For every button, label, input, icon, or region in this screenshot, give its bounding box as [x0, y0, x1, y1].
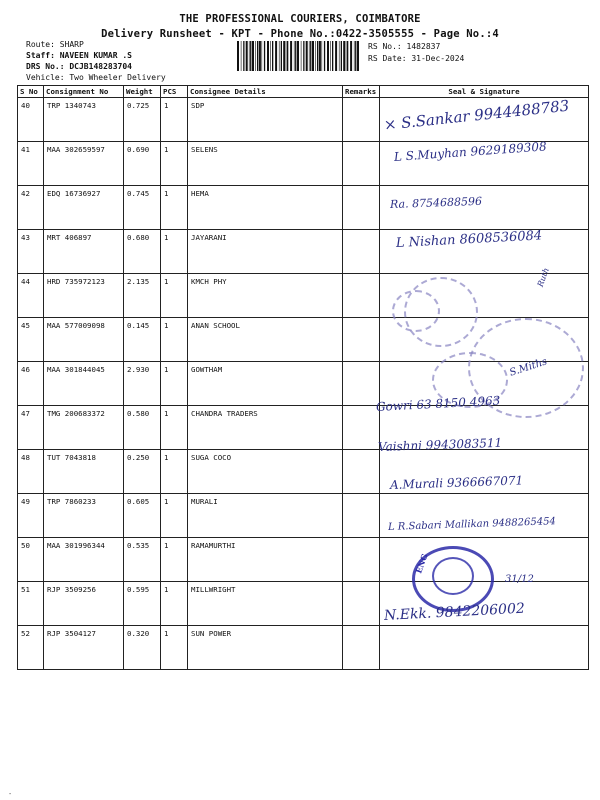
cell-consignment: TRP 7860233 — [44, 494, 124, 538]
barcode-bar — [294, 41, 295, 71]
barcode-bar — [250, 41, 251, 71]
cell-consignee: GOWTHAM — [188, 362, 343, 406]
cell-remarks — [343, 142, 380, 186]
rs-date-line — [368, 54, 464, 63]
staff-line — [26, 51, 132, 60]
barcode-bar — [327, 41, 329, 71]
header-consignment: Consignment No — [44, 86, 124, 98]
barcode-bar — [252, 41, 254, 71]
cell-remarks — [343, 318, 380, 362]
barcode-bar — [275, 41, 277, 71]
vehicle-label: Vehicle: — [26, 73, 65, 82]
cell-remarks — [343, 186, 380, 230]
barcode-bar — [241, 41, 242, 71]
cell-weight: 0.320 — [124, 626, 161, 670]
barcode-bar — [343, 41, 345, 71]
cell-pcs: 1 — [161, 230, 188, 274]
cell-remarks — [343, 362, 380, 406]
cell-sno: 52 — [18, 626, 44, 670]
cell-consignee: CHANDRA TRADERS — [188, 406, 343, 450]
barcode-bar — [243, 41, 244, 71]
cell-remarks — [343, 538, 380, 582]
barcode-bar — [324, 41, 325, 71]
cell-sno: 47 — [18, 406, 44, 450]
header-seal-signature: Seal & Signature — [380, 86, 589, 98]
signature-row-41: L S.Muyhan 9629189308 — [393, 139, 548, 164]
vehicle-line — [26, 73, 166, 82]
barcode-bar — [341, 41, 342, 71]
route-line — [26, 40, 84, 49]
vehicle-value: Two Wheeler Delivery — [69, 73, 166, 82]
cell-weight: 0.580 — [124, 406, 161, 450]
seal-label: ENG — [413, 552, 430, 575]
cell-pcs: 1 — [161, 538, 188, 582]
barcode-bar — [249, 41, 250, 71]
drs-value: DCJB148283704 — [69, 62, 132, 71]
barcode-bar — [347, 41, 348, 71]
cell-weight: 0.595 — [124, 582, 161, 626]
barcode-bar — [262, 41, 263, 71]
cell-pcs: 1 — [161, 362, 188, 406]
runsheet-subtitle: Delivery Runsheet - KPT - Phone No.:0422-3505555 - Page No.:4 — [101, 28, 499, 40]
cell-consignee: MURALI — [188, 494, 343, 538]
barcode-bar — [335, 41, 337, 71]
barcode-bar — [272, 41, 273, 71]
cell-consignee: KMCH PHY — [188, 274, 343, 318]
cell-consignment: MRT 406897 — [44, 230, 124, 274]
barcode-bar — [357, 41, 359, 71]
rs-no-label: RS No.: — [368, 42, 402, 51]
signature-row-48: Vaishni 9943083511 — [377, 435, 503, 454]
signature-row-42: Ra. 8754688596 — [389, 194, 483, 211]
cell-consignment: EDQ 16736927 — [44, 186, 124, 230]
barcode-bar — [312, 41, 314, 71]
barcode-bar — [246, 41, 248, 71]
barcode-bar — [354, 41, 355, 71]
barcode-bar — [306, 41, 308, 71]
cell-sno: 46 — [18, 362, 44, 406]
cell-consignment: MAA 301996344 — [44, 538, 124, 582]
barcode-bar — [290, 41, 292, 71]
signature-row-49: A.Murali 9366667071 — [389, 473, 524, 492]
cell-consignee: HEMA — [188, 186, 343, 230]
cell-pcs: 1 — [161, 318, 188, 362]
cell-remarks — [343, 494, 380, 538]
cell-consignee: SDP — [188, 98, 343, 142]
barcode-bar — [319, 41, 321, 71]
cell-weight: 2.930 — [124, 362, 161, 406]
staff-value: NAVEEN KUMAR .S — [59, 51, 132, 60]
cell-consignee: MILLWRIGHT — [188, 582, 343, 626]
cell-sno: 44 — [18, 274, 44, 318]
route-value: SHARP — [59, 40, 84, 49]
cell-weight: 0.145 — [124, 318, 161, 362]
cell-pcs: 1 — [161, 98, 188, 142]
cell-sno: 43 — [18, 230, 44, 274]
barcode-bar — [270, 41, 271, 71]
barcode-image — [237, 41, 359, 71]
cell-sno: 50 — [18, 538, 44, 582]
table-row — [18, 626, 589, 670]
cell-sno: 51 — [18, 582, 44, 626]
signature-row-44: Ruth — [535, 266, 551, 289]
cell-weight: 0.250 — [124, 450, 161, 494]
rs-date-value: 31-Dec-2024 — [411, 54, 465, 63]
cell-consignment: RJP 3504127 — [44, 626, 124, 670]
barcode-bar — [309, 41, 310, 71]
rs-no-value: 1482837 — [406, 42, 441, 51]
barcode-bar — [355, 41, 356, 71]
cell-consignment: TMG 200683372 — [44, 406, 124, 450]
cell-consignee: SUGA COCO — [188, 450, 343, 494]
barcode-bar — [286, 41, 287, 71]
cell-weight: 0.680 — [124, 230, 161, 274]
signature-row-40: × S.Sankar 9944488783 — [383, 96, 571, 134]
cell-weight: 0.725 — [124, 98, 161, 142]
table-row — [18, 538, 589, 582]
table-row — [18, 274, 589, 318]
signature-row-50: L R.Sabari Mallikan 9488265454 — [387, 516, 557, 533]
cell-weight: 0.605 — [124, 494, 161, 538]
barcode-bar — [322, 41, 323, 71]
cell-consignee: SUN POWER — [188, 626, 343, 670]
signature-row-43: L Nishan 8608536084 — [395, 228, 543, 251]
corner-mark: - — [8, 790, 13, 798]
cell-pcs: 1 — [161, 494, 188, 538]
cell-weight: 0.690 — [124, 142, 161, 186]
barcode-bar — [301, 41, 302, 71]
header-pcs: PCS — [161, 86, 188, 98]
cell-weight: 0.745 — [124, 186, 161, 230]
cell-remarks — [343, 230, 380, 274]
barcode-bar — [315, 41, 316, 71]
cell-pcs: 1 — [161, 274, 188, 318]
drs-line — [26, 62, 132, 71]
cell-weight: 0.535 — [124, 538, 161, 582]
barcode-bar — [257, 41, 258, 71]
header-consignee: Consignee Details — [188, 86, 343, 98]
rs-no-line — [368, 42, 440, 51]
barcode-bar — [287, 41, 288, 71]
signature-row-47: Gowri 63 8150 4963 — [375, 393, 501, 414]
barcode-bar — [295, 41, 296, 71]
header-weight: Weight — [124, 86, 161, 98]
table-row — [18, 494, 589, 538]
cell-seal — [380, 626, 589, 670]
barcode-bar — [283, 41, 285, 71]
barcode-bar — [303, 41, 304, 71]
barcode-bar — [339, 41, 340, 71]
staff-label: Staff: — [26, 51, 55, 60]
barcode-bar — [237, 41, 239, 71]
cell-remarks — [343, 450, 380, 494]
cell-pcs: 1 — [161, 450, 188, 494]
barcode-bar — [267, 41, 269, 71]
cell-sno: 49 — [18, 494, 44, 538]
table-header-row — [18, 86, 589, 98]
signature-row-46: S.Miths — [508, 356, 549, 379]
barcode-bar — [297, 41, 299, 71]
cell-consignee: ANAN SCHOOL — [188, 318, 343, 362]
signature-row-52: N.Ekk. 9842206002 — [383, 600, 526, 624]
barcode-bar — [279, 41, 280, 71]
cell-consignment: MAA 577009098 — [44, 318, 124, 362]
company-title: THE PROFESSIONAL COURIERS, COIMBATORE — [179, 13, 421, 25]
cell-consignee: JAYARANI — [188, 230, 343, 274]
company-seal-inner-ring — [432, 557, 474, 595]
seal-date-mark: 31/12 — [505, 574, 534, 585]
cell-remarks — [343, 406, 380, 450]
table-row — [18, 186, 589, 230]
barcode-bar — [317, 41, 318, 71]
cell-consignee: RAMAMURTHI — [188, 538, 343, 582]
cell-pcs: 1 — [161, 626, 188, 670]
cell-sno: 40 — [18, 98, 44, 142]
barcode-bar — [350, 41, 352, 71]
cell-consignee: SELENS — [188, 142, 343, 186]
barcode-bar — [332, 41, 333, 71]
barcode-bar — [330, 41, 331, 71]
header-sno: S No — [18, 86, 44, 98]
cell-consignment: MAA 301844045 — [44, 362, 124, 406]
cell-consignment: TUT 7043818 — [44, 450, 124, 494]
barcode-bar — [310, 41, 311, 71]
cell-sno: 42 — [18, 186, 44, 230]
cell-consignment: HRD 735972123 — [44, 274, 124, 318]
cell-pcs: 1 — [161, 406, 188, 450]
barcode-bar — [259, 41, 261, 71]
cell-pcs: 1 — [161, 582, 188, 626]
cell-remarks — [343, 274, 380, 318]
route-label: Route: — [26, 40, 55, 49]
cell-sno: 41 — [18, 142, 44, 186]
cell-consignment: MAA 302659597 — [44, 142, 124, 186]
cell-remarks — [343, 98, 380, 142]
drs-label: DRS No.: — [26, 62, 65, 71]
barcode-bar — [255, 41, 256, 71]
rs-date-label: RS Date: — [368, 54, 407, 63]
cell-pcs: 1 — [161, 142, 188, 186]
cell-pcs: 1 — [161, 186, 188, 230]
barcode-bar — [281, 41, 282, 71]
cell-weight: 2.135 — [124, 274, 161, 318]
cell-remarks — [343, 626, 380, 670]
cell-sno: 45 — [18, 318, 44, 362]
header-remarks: Remarks — [343, 86, 380, 98]
cell-consignment: TRP 1340743 — [44, 98, 124, 142]
cell-remarks — [343, 582, 380, 626]
barcode-bar — [264, 41, 265, 71]
barcode-bar — [346, 41, 347, 71]
faint-stamp-2 — [392, 290, 440, 332]
cell-sno: 48 — [18, 450, 44, 494]
cell-consignment: RJP 3509256 — [44, 582, 124, 626]
